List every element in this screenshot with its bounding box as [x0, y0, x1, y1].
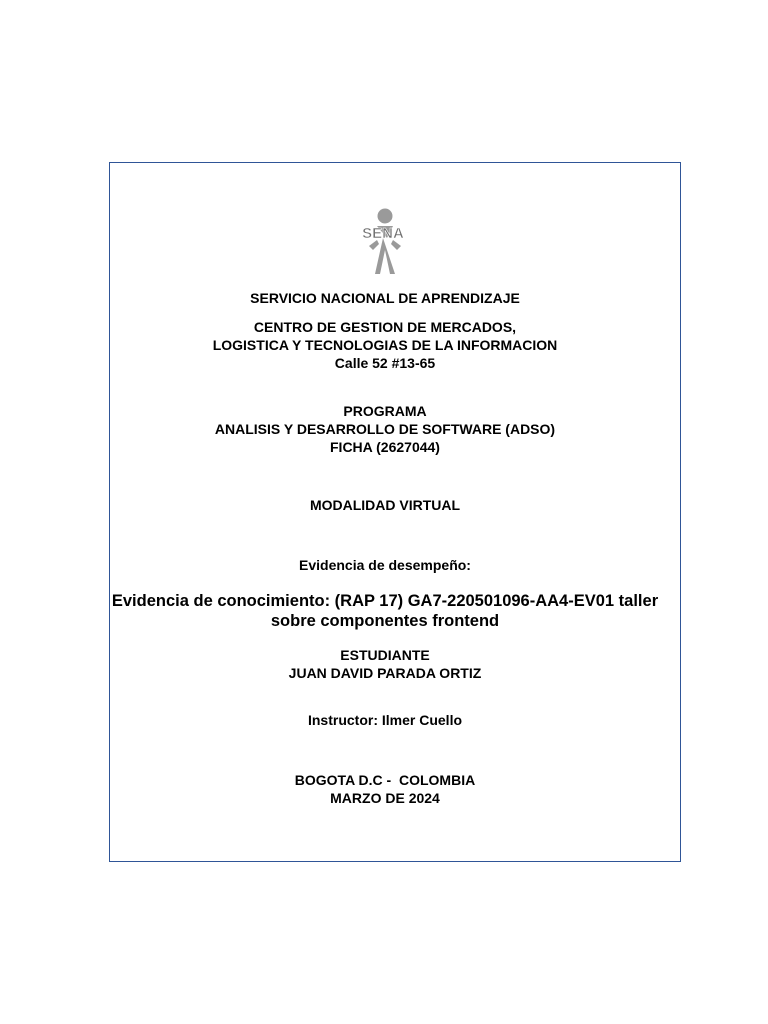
center-line-1: CENTRO DE GESTION DE MERCADOS,: [253, 319, 517, 335]
student-name: JUAN DAVID PARADA ORTIZ: [288, 665, 482, 681]
sena-logo-icon: [347, 206, 419, 278]
student-heading: ESTUDIANTE: [340, 647, 430, 663]
program-name: ANALISIS Y DESARROLLO DE SOFTWARE (ADSO): [214, 421, 556, 437]
center-line-2: LOGISTICA Y TECNOLOGIAS DE LA INFORMACION: [212, 337, 558, 353]
center-address: Calle 52 #13-65: [334, 355, 436, 371]
modality: MODALIDAD VIRTUAL: [309, 497, 461, 513]
date: MARZO DE 2024: [330, 790, 440, 806]
program-heading: PROGRAMA: [343, 403, 427, 419]
evidence-title-line-1: Evidencia de conocimiento: (RAP 17) GA7-220501096-AA4-EV01 taller: [111, 592, 659, 610]
program-ficha: FICHA (2627044): [330, 439, 440, 455]
svg-text:SENA: SENA: [362, 225, 404, 242]
institution-name: SERVICIO NACIONAL DE APRENDIZAJE: [250, 290, 520, 306]
location: BOGOTA D.C - COLOMBIA: [294, 772, 476, 788]
instructor: Instructor: Ilmer Cuello: [307, 712, 463, 728]
evidence-label: Evidencia de desempeño:: [299, 557, 471, 573]
evidence-title-line-2: sobre componentes frontend: [270, 612, 500, 630]
